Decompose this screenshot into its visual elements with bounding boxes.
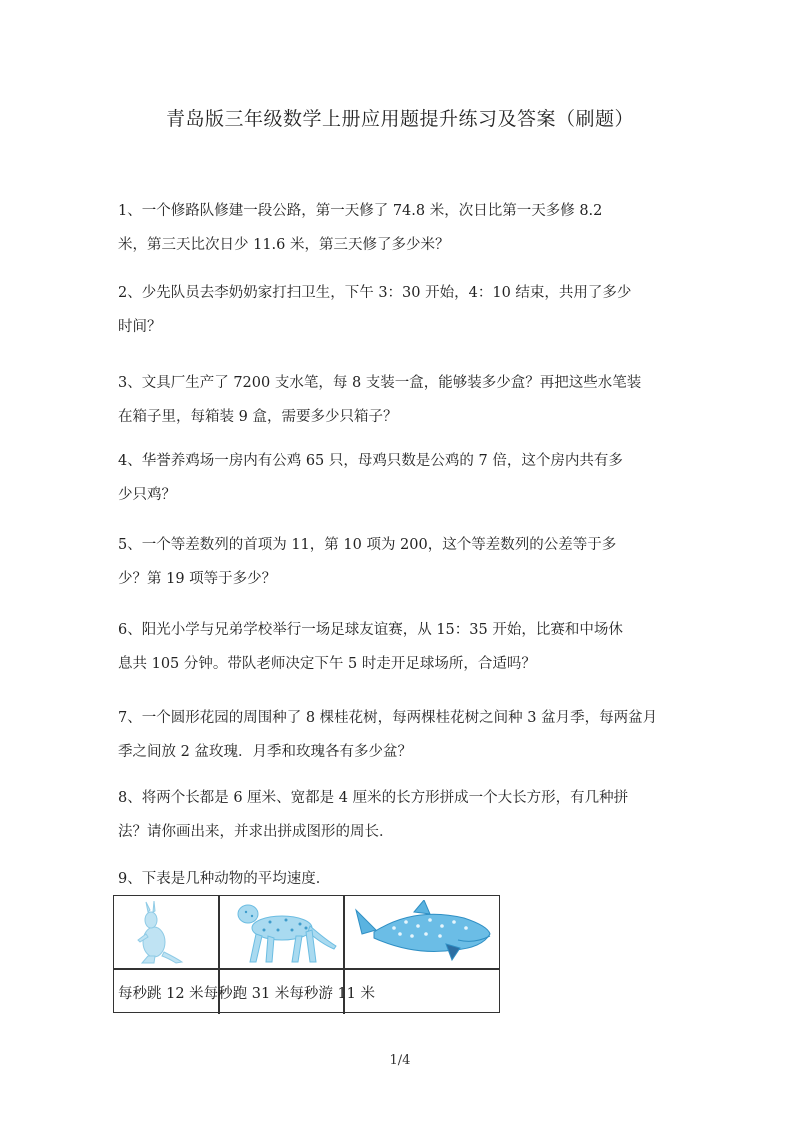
question-5	[118, 528, 658, 596]
kangaroo-speed: 每秒跳 12 米	[118, 986, 204, 1002]
question-line: 在箱子里，每箱装 9 盒，需要多少只箱子？	[118, 409, 398, 425]
shark-speed: 每秒游 11 米	[289, 986, 376, 1002]
shark-icon	[354, 900, 494, 964]
question-2	[118, 276, 658, 344]
kangaroo-icon	[124, 900, 184, 964]
question-line: 5、一个等差数列的首项为 11，第 10 项为 200，这个等差数列的公差等于多	[118, 537, 617, 553]
question-6	[118, 613, 658, 681]
question-line: 9、下表是几种动物的平均速度．	[118, 871, 331, 887]
table-divider	[114, 968, 499, 970]
question-line: 7、一个圆形花园的周围种了 8 棵桂花树，每两棵桂花树之间种 3 盆月季，每两盆月	[118, 710, 658, 726]
question-8	[118, 781, 658, 849]
question-line: 息共 105 分钟。带队老师决定下午 5 时走开足球场所，合适吗？	[118, 656, 536, 672]
cheetah-speed: 每秒跑 31 米	[203, 986, 290, 1002]
question-line: 法？请你画出来，并求出拼成图形的周长．	[118, 824, 394, 840]
question-7	[118, 701, 658, 769]
question-line: 1、一个修路队修建一段公路，第一天修了 74.8 米，次日比第一天多修 8.2	[118, 203, 603, 219]
speed-row	[118, 982, 375, 1003]
question-4	[118, 444, 658, 512]
question-line: 季之间放 2 盆玫瑰．月季和玫瑰各有多少盆？	[118, 744, 412, 760]
page-title: 青岛版三年级数学上册应用题提升练习及答案（刷题）	[165, 108, 634, 130]
question-line: 8、将两个长都是 6 厘米、宽都是 4 厘米的长方形拼成一个大长方形，有几种拼	[118, 790, 629, 806]
question-line: 少？第 19 项等于多少？	[118, 571, 277, 587]
animal-speed-table	[113, 895, 500, 1013]
question-1	[118, 194, 658, 262]
question-line: 米，第三天比次日少 11.6 米，第三天修了多少米？	[118, 237, 450, 253]
question-9	[118, 862, 658, 896]
question-line: 6、阳光小学与兄弟学校举行一场足球友谊赛，从 15：35 开始，比赛和中场休	[118, 622, 623, 638]
question-line: 3、文具厂生产了 7200 支水笔，每 8 支装一盒，能够装多少盒？再把这些水笔装	[118, 375, 642, 391]
question-3	[118, 366, 658, 434]
page-number: 1/4	[389, 1053, 411, 1068]
question-line: 时间？	[118, 319, 162, 335]
cheetah-icon	[230, 900, 340, 964]
question-line: 4、华誉养鸡场一房内有公鸡 65 只，母鸡只数是公鸡的 7 倍，这个房内共有多	[118, 453, 623, 469]
question-line: 少只鸡？	[118, 487, 176, 503]
question-line: 2、少先队员去李奶奶家打扫卫生，下午 3：30 开始，4：10 结束，共用了多少	[118, 285, 632, 301]
